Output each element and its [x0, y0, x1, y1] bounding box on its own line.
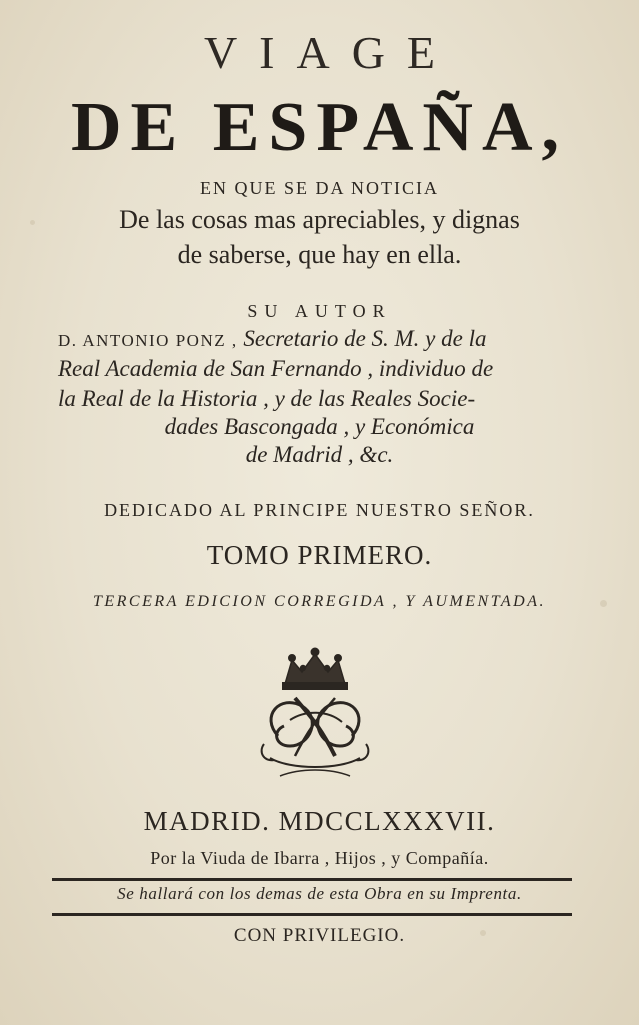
crowned-royal-monogram-icon — [250, 646, 380, 786]
author-line-3: la Real de la Historia , y de las Reales Socie- — [58, 386, 476, 411]
author-name: D. ANTONIO PONZ , — [58, 331, 238, 350]
author-line-5: de Madrid , &c. — [245, 442, 394, 467]
author-line-4: dades Bascongada , y Económica — [164, 414, 475, 439]
rule-top — [52, 878, 572, 881]
volume: TOMO PRIMERO. — [206, 540, 433, 570]
sale-note: Se hallará con los demas de esta Obra en su Imprenta. — [117, 884, 522, 903]
title-line-1: VIAGE — [203, 27, 458, 78]
rule-bottom — [52, 913, 572, 916]
dedication: DEDICADO AL PRINCIPE NUESTRO SEÑOR. — [104, 500, 535, 520]
subtitle-line-1: EN QUE SE DA NOTICIA — [200, 178, 439, 198]
subtitle-line-3: de saberse, que hay en ella. — [177, 240, 462, 269]
printer: Por la Viuda de Ibarra , Hijos , y Compañía. — [150, 848, 489, 868]
title-line-2: DE ESPAÑA, — [70, 89, 569, 166]
author-heading: SU AUTOR — [247, 301, 392, 321]
author-line-1 — [58, 326, 580, 352]
edition: TERCERA EDICION CORREGIDA , Y AUMENTADA. — [92, 593, 547, 610]
author-title: Secretario de S. M. y de la — [243, 326, 487, 351]
imprint-place-year: MADRID. MDCCLXXXVII. — [143, 806, 496, 836]
subtitle-line-2: De las cosas mas apreciables, y dignas — [119, 205, 520, 234]
privilege: CON PRIVILEGIO. — [233, 925, 406, 946]
author-line-2: Real Academia de San Fernando , individuo de — [58, 356, 494, 381]
